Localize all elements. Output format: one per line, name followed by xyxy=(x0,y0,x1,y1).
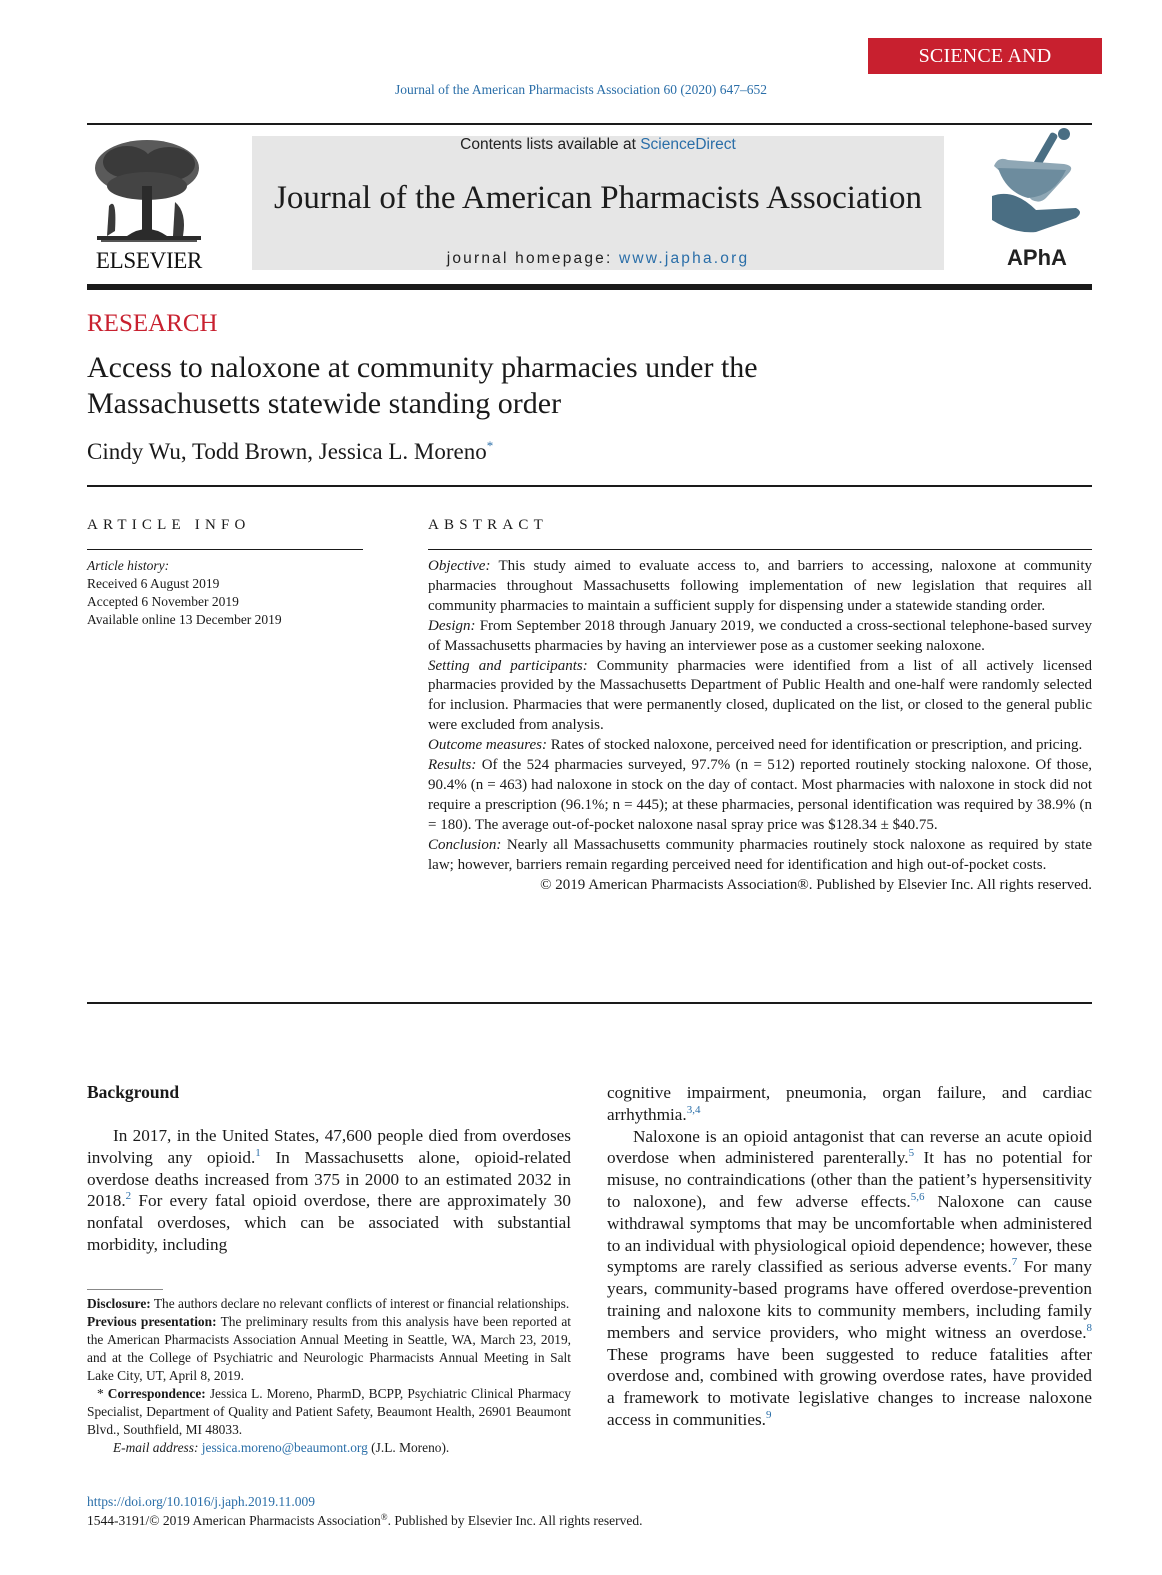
abstract-objective: Objective: This study aimed to evaluate access to, and barriers to accessing, naloxone at community pharmacies throughout Massachusetts following implementation of new legislation that requires all community pharmacies to maintain a sufficient supply for dispensing under a statewide standing order. xyxy=(428,558,1092,614)
body-paragraph-2: cognitive impairment, pneumonia, organ failure, and cardiac arrhythmia.$^{3,4}$ xyxy=(607,1083,1092,1124)
footnote-correspondence: * Correspondence: Jessica L. Moreno, PharmD, BCPP, Psychiatric Clinical Pharmacy Specialist, Department of Quality and Patient Safety, Beaumont Health, 26901 Beaumont Blvd., Southfield, MI 48033. xyxy=(87,1386,571,1437)
body-right-column xyxy=(607,1082,1092,1431)
received-date: Received 6 August 2019 xyxy=(87,576,220,591)
online-date: Available online 13 December 2019 xyxy=(87,612,282,627)
reference-link[interactable]: 5 xyxy=(908,1147,915,1160)
abstract-design: Design: From September 2018 through January 2019, we conducted a cross-sectional telephone-based survey of Massachusetts pharmacies by having an interviewer pose as a customer seeking naloxone. xyxy=(428,617,1092,654)
abstract-conclusion: Conclusion: Nearly all Massachusetts community pharmacies routinely stock naloxone as required by state law; however, barriers remain regarding perceived need for identification and high out-of-pocket costs. xyxy=(428,836,1092,873)
header-top-rule xyxy=(87,123,1092,125)
publisher-name: ELSEVIER xyxy=(95,248,203,273)
journal-citation[interactable]: Journal of the American Pharmacists Association 60 (2020) 647–652 xyxy=(395,82,767,97)
title-line-1: Access to naloxone at community pharmacies under the xyxy=(87,351,758,384)
abstract-bottom-rule xyxy=(87,1002,1092,1004)
email-link[interactable]: jessica.moreno@beaumont.org xyxy=(201,1440,368,1455)
abstract-results: Results: Of the 524 pharmacies surveyed, 97.7% (n = 512) reported routinely stocking naloxone. Of those, 90.4% (n = 463) had naloxone in stock on the day of contact. Most pharmacies with naloxone in stock did not require a prescription (96.1%; n = 445); at these pharmacies, personal identification was required by 38.9% (n = 180). The average out-of-pocket naloxone nasal spray price was $128.34 ± $40.75. xyxy=(428,757,1092,833)
abstract-copyright: © 2019 American Pharmacists Association®. Published by Elsevier Inc. All rights reserved. xyxy=(540,876,1092,893)
sciencedirect-link[interactable]: ScienceDirect xyxy=(640,136,736,153)
footnote-separator xyxy=(87,1289,163,1290)
apha-mortar-logo[interactable] xyxy=(984,126,1090,236)
accepted-date: Accepted 6 November 2019 xyxy=(87,594,239,609)
footnote-email: E-mail address: jessica.moreno@beaumont.org (J.L. Moreno). xyxy=(113,1440,450,1455)
abstract-setting: Setting and participants: Community pharmacies were identified from a list of all actively licensed pharmacies provided by the Massachusetts Department of Public Health and one-half were randomly selected for inclusion. Pharmacies that were permanently closed, duplicated on the list, or closed to the general public were excluded from analysis. xyxy=(428,657,1092,734)
background-heading: Background xyxy=(87,1082,180,1102)
section-tag: SCIENCE AND PRACTICE xyxy=(868,38,1102,74)
authors-text: Cindy Wu, Todd Brown, Jessica L. Moreno xyxy=(87,439,487,464)
title-bottom-rule xyxy=(87,485,1092,487)
body-paragraph-3: Naloxone is an opioid antagonist that can reverse an acute opioid overdose when administered parenterally.$^5$ It has no potential for misuse, no contraindications (other than the patient’s hypersensitivity to naloxone), and few adverse effects.$^{5,6}$ Naloxone can cause withdrawal symptoms that may be uncomfortable when administered to an individual with physiological opioid dependence; however, these symptoms are rarely classified as serious adverse events.$^7$ For many years, community-based programs have offered overdose-prevention training and naloxone kits to community members, including family members and service providers, who might witness an overdose.$^8$ These programs have been suggested to reduce fatalities after overdose and, combined with growing overdose rates, have provided a framework to motivate legislative changes to increase naloxone access in communities.$^9$ xyxy=(607,1126,1093,1429)
reference-link[interactable]: 2 xyxy=(125,1190,132,1203)
footnote-presentation: Previous presentation: The preliminary results from this analysis have been reported at the American Pharmacists Association Annual Meeting in Seattle, WA, March 23, 2019, and at the College of Psychiatric and Neurologic Pharmacists Annual Meeting in Salt Lake City, UT, April 8, 2019. xyxy=(87,1314,571,1383)
article-section-label: RESEARCH xyxy=(87,310,218,337)
journal-name: Journal of the American Pharmacists Association xyxy=(274,180,922,216)
society-name: APhA xyxy=(1007,245,1067,270)
reference-link[interactable]: 5,6 xyxy=(910,1190,925,1203)
title-line-2: Massachusetts statewide standing order xyxy=(87,387,562,420)
reference-link[interactable]: 7 xyxy=(1011,1256,1018,1269)
reference-link[interactable]: 8 xyxy=(1086,1321,1092,1334)
homepage-link[interactable]: www.japha.org xyxy=(619,250,750,267)
contents-prefix: Contents lists available at xyxy=(460,136,641,153)
corresponding-author-mark[interactable]: * xyxy=(486,438,494,453)
footnote-disclosure: Disclosure: The authors declare no relevant conflicts of interest or financial relationships. xyxy=(87,1296,570,1311)
abstract-rule xyxy=(428,549,1092,550)
homepage-line xyxy=(252,250,944,268)
article-info-rule xyxy=(87,549,363,550)
history-label: Article history: xyxy=(87,558,170,573)
header-bottom-rule xyxy=(87,284,1092,290)
article-title xyxy=(87,350,987,422)
body-paragraph-1: In 2017, in the United States, 47,600 people died from overdoses involving any opioid.$^1$ In Massachusetts alone, opioid-related overdose deaths increased from 375 in 2000 to an estimated 2032 in 2018.$^2$ For every fatal opioid overdose, there are approximately 30 nonfatal overdoses, which can be associated with substantial morbidity, including xyxy=(87,1126,571,1254)
reference-link[interactable]: 3,4 xyxy=(686,1103,701,1116)
reference-link[interactable]: 1 xyxy=(255,1146,261,1159)
author-list xyxy=(87,438,493,465)
contents-line xyxy=(252,136,944,154)
homepage-prefix: journal homepage: xyxy=(446,250,620,267)
abstract-outcome: Outcome measures: Rates of stocked naloxone, perceived need for identification or prescription, and pricing. xyxy=(428,737,1083,754)
footnotes xyxy=(87,1295,571,1457)
abstract-heading: ABSTRACT xyxy=(428,517,548,533)
doi-link[interactable]: https://doi.org/10.1016/j.japh.2019.11.009 xyxy=(87,1494,316,1509)
abstract-body xyxy=(428,557,1092,895)
article-history xyxy=(87,557,367,629)
issn-copyright: 1544-3191/© 2019 American Pharmacists Association®. Published by Elsevier Inc. All rights reserved. xyxy=(87,1512,643,1528)
reference-link[interactable]: 9 xyxy=(765,1408,772,1421)
journal-banner xyxy=(252,136,944,270)
article-info-heading: ARTICLE INFO xyxy=(87,517,251,533)
body-left-column xyxy=(87,1125,571,1256)
